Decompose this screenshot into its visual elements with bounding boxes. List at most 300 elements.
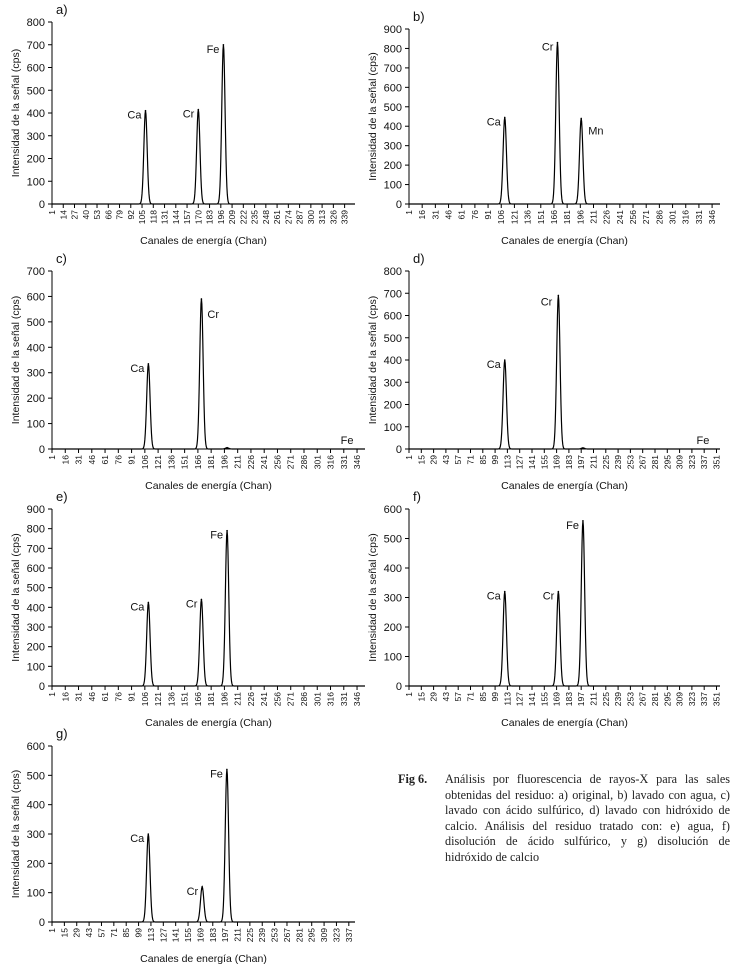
x-tick-label: 151 (179, 455, 190, 470)
peak-label-fe: Fe (696, 435, 710, 447)
panel-label-a: a) (56, 2, 68, 17)
y-tick-label: 800 (383, 43, 402, 56)
x-tick-label: 155 (539, 692, 550, 707)
peak-point-fe (226, 769, 228, 771)
chart-panel-e (10, 489, 365, 729)
x-tick-label: 31 (430, 210, 441, 220)
x-tick-label: 169 (195, 928, 206, 943)
y-tick-label: 600 (26, 563, 45, 575)
x-tick-label: 46 (86, 692, 97, 702)
x-tick-label: 27 (69, 210, 80, 220)
x-tick-label: 239 (613, 692, 624, 707)
x-tick-label: 14 (58, 210, 69, 220)
x-tick-label: 151 (179, 692, 190, 707)
x-tick-label: 295 (662, 692, 673, 707)
x-tick-label: 71 (465, 692, 476, 702)
x-tick-label: 225 (244, 928, 255, 943)
spectrum-line (409, 43, 720, 204)
y-tick-label: 0 (38, 917, 45, 929)
x-tick-label: 346 (707, 210, 718, 225)
x-tick-label: 166 (192, 692, 203, 707)
peak-label-ca: Ca (486, 359, 501, 371)
x-tick-label: 316 (325, 455, 336, 470)
x-tick-label: 211 (588, 210, 599, 224)
peak-label-ca: Ca (486, 590, 501, 603)
panel-label-c: c) (56, 251, 67, 266)
x-tick-label: 346 (352, 692, 363, 707)
x-tick-label: 211 (232, 455, 243, 469)
x-tick-label: 196 (219, 455, 230, 470)
x-tick-label: 71 (465, 455, 476, 465)
x-tick-label: 331 (693, 210, 704, 225)
x-axis-title: Canales de energía (Chan) (501, 480, 628, 492)
x-tick-label: 225 (600, 455, 611, 470)
y-tick-label: 0 (395, 199, 402, 211)
x-tick-label: 181 (562, 210, 573, 225)
x-tick-label: 239 (613, 455, 624, 470)
chart-panel-d (367, 251, 721, 492)
x-tick-label: 326 (328, 210, 339, 225)
x-tick-label: 209 (227, 210, 238, 225)
x-tick-label: 281 (649, 692, 660, 707)
peak-point-cr (201, 298, 203, 300)
y-tick-label: 200 (26, 858, 45, 871)
peak-point-mn (580, 118, 582, 120)
x-tick-label: 1 (47, 928, 57, 933)
x-tick-label: 241 (259, 692, 270, 707)
y-tick-label: 700 (383, 288, 402, 301)
panel-label-g: g) (56, 726, 68, 741)
x-axis-title: Canales de energía (Chan) (145, 717, 272, 729)
peak-point-cr (558, 295, 560, 297)
x-tick-label: 1 (47, 692, 57, 697)
y-tick-label: 100 (383, 179, 402, 192)
x-tick-label: 29 (71, 928, 82, 938)
x-tick-label: 91 (126, 455, 137, 465)
chart-panel-c (10, 251, 365, 492)
x-tick-label: 239 (257, 928, 268, 943)
y-tick-label: 900 (26, 504, 45, 516)
chart-panel-f (367, 489, 721, 729)
peak-point-cr (557, 42, 559, 44)
peak-point-cr (201, 886, 203, 888)
y-tick-label: 300 (383, 377, 402, 390)
peak-label-cr: Cr (182, 108, 195, 121)
x-tick-label: 271 (285, 455, 296, 470)
peak-label-fe: Fe (340, 435, 354, 447)
x-tick-label: 183 (563, 455, 574, 470)
x-tick-label: 136 (522, 210, 533, 225)
peak-point-cr (201, 599, 203, 601)
x-tick-label: 253 (625, 692, 636, 707)
x-tick-label: 211 (588, 692, 599, 706)
y-tick-label: 300 (383, 140, 402, 153)
x-tick-label: 15 (416, 455, 427, 465)
y-tick-label: 0 (395, 444, 402, 456)
x-tick-label: 155 (183, 928, 194, 943)
x-tick-label: 339 (339, 210, 350, 225)
x-tick-label: 337 (699, 455, 710, 470)
x-tick-label: 183 (204, 210, 215, 225)
spectrum-line (52, 45, 355, 204)
peak-point-ca (504, 117, 506, 119)
x-tick-label: 222 (238, 210, 249, 225)
chart-panel-g (10, 726, 355, 965)
x-tick-label: 181 (206, 455, 217, 470)
x-tick-label: 1 (404, 692, 414, 697)
y-tick-label: 400 (26, 602, 45, 615)
peak-label-fe: Fe (206, 43, 220, 56)
x-tick-label: 226 (245, 692, 256, 707)
x-tick-label: 197 (576, 692, 587, 707)
peak-point-fe (223, 44, 225, 46)
y-tick-label: 700 (26, 266, 45, 278)
peak-label-fe: Fe (566, 519, 579, 532)
x-tick-label: 183 (563, 692, 574, 707)
x-tick-label: 99 (133, 928, 144, 938)
x-tick-label: 15 (59, 928, 70, 938)
x-tick-label: 301 (667, 210, 678, 225)
x-tick-label: 226 (245, 455, 256, 470)
y-tick-label: 600 (26, 741, 45, 753)
peak-point-ca (148, 602, 150, 604)
y-tick-label: 200 (383, 399, 402, 412)
x-tick-label: 61 (456, 210, 467, 220)
y-tick-label: 200 (383, 160, 402, 173)
y-tick-label: 0 (38, 444, 45, 456)
x-tick-label: 121 (509, 210, 520, 225)
x-tick-label: 313 (317, 210, 328, 225)
peak-point-cr (198, 109, 200, 111)
x-tick-label: 85 (121, 928, 132, 938)
y-tick-label: 600 (383, 82, 402, 95)
x-tick-label: 169 (551, 692, 562, 707)
y-tick-label: 100 (26, 176, 45, 189)
x-tick-label: 331 (338, 692, 349, 707)
y-tick-label: 700 (26, 39, 45, 52)
x-tick-label: 106 (139, 692, 150, 707)
peak-point-ca (504, 359, 506, 361)
x-tick-label: 1 (47, 210, 57, 215)
peak-label-ca: Ca (130, 601, 145, 614)
x-tick-label: 211 (232, 692, 243, 706)
x-tick-label: 1 (404, 455, 414, 460)
y-tick-label: 100 (26, 418, 45, 431)
x-tick-label: 71 (108, 928, 119, 938)
y-axis-title: Intensidad de la señal (cps) (10, 295, 22, 425)
x-tick-label: 29 (428, 455, 439, 465)
y-tick-label: 500 (26, 85, 45, 98)
x-tick-label: 85 (477, 455, 488, 465)
y-tick-label: 200 (383, 622, 402, 634)
x-tick-label: 136 (166, 692, 177, 707)
peak-label-ca: Ca (130, 833, 145, 845)
x-tick-label: 99 (490, 692, 501, 702)
x-tick-label: 196 (219, 692, 230, 707)
x-tick-label: 241 (614, 210, 625, 225)
x-tick-label: 286 (654, 210, 665, 225)
peak-label-cr: Cr (207, 308, 220, 321)
x-tick-label: 61 (100, 692, 111, 702)
x-tick-label: 46 (443, 210, 454, 220)
x-tick-label: 113 (502, 692, 513, 706)
x-tick-label: 29 (428, 692, 439, 702)
y-tick-label: 300 (26, 367, 45, 380)
x-tick-label: 323 (686, 692, 697, 707)
x-tick-label: 183 (207, 928, 218, 943)
x-tick-label: 1 (47, 455, 57, 460)
y-tick-label: 500 (383, 533, 402, 546)
x-tick-label: 57 (96, 928, 107, 938)
x-tick-label: 57 (453, 692, 464, 702)
x-tick-label: 127 (514, 455, 525, 470)
x-tick-label: 141 (526, 455, 537, 470)
y-tick-label: 600 (26, 62, 45, 75)
x-tick-label: 16 (417, 210, 428, 220)
x-tick-label: 225 (600, 692, 611, 707)
x-tick-label: 248 (260, 210, 271, 225)
x-tick-label: 155 (539, 455, 550, 470)
x-tick-label: 267 (281, 928, 292, 943)
x-tick-label: 113 (502, 455, 513, 469)
y-axis-title: Intensidad de la señal (cps) (367, 533, 379, 662)
y-axis-title: Intensidad de la señal (cps) (367, 295, 379, 425)
x-axis-title: Canales de energía (Chan) (145, 480, 272, 492)
x-tick-label: 92 (125, 210, 136, 220)
x-tick-label: 274 (283, 210, 294, 225)
peak-point-ca (504, 591, 506, 593)
peak-label-ca: Ca (130, 362, 145, 375)
x-tick-label: 166 (192, 455, 203, 470)
x-tick-label: 79 (114, 210, 125, 220)
x-tick-label: 281 (649, 455, 660, 470)
x-tick-label: 43 (84, 928, 95, 938)
y-tick-label: 900 (383, 24, 402, 36)
x-tick-label: 76 (113, 692, 124, 702)
x-tick-label: 351 (711, 692, 722, 707)
spectrum-line (52, 769, 355, 922)
panel-label-e: e) (56, 489, 68, 504)
y-tick-label: 400 (26, 799, 45, 812)
x-tick-label: 316 (680, 210, 691, 225)
caption-label: Fig 6. (398, 772, 428, 786)
y-tick-label: 0 (38, 199, 45, 211)
y-tick-label: 100 (26, 887, 45, 900)
y-tick-label: 0 (38, 681, 45, 693)
peak-label-ca: Ca (127, 109, 142, 122)
x-tick-label: 31 (73, 455, 84, 465)
x-tick-label: 256 (272, 455, 283, 470)
x-tick-label: 295 (662, 455, 673, 470)
figure-caption (398, 772, 730, 865)
x-tick-label: 351 (711, 455, 722, 470)
y-tick-label: 200 (26, 393, 45, 406)
x-tick-label: 309 (674, 455, 685, 470)
peak-label-cr: Cr (541, 41, 554, 54)
x-tick-label: 105 (137, 210, 148, 225)
x-tick-label: 196 (215, 210, 226, 225)
y-tick-label: 300 (26, 130, 45, 143)
peak-point-fe (582, 520, 584, 522)
x-tick-label: 271 (641, 210, 652, 225)
y-tick-label: 400 (383, 121, 402, 134)
x-tick-label: 169 (551, 455, 562, 470)
x-tick-label: 91 (483, 210, 494, 220)
x-tick-label: 43 (440, 692, 451, 702)
y-tick-label: 500 (26, 582, 45, 595)
y-tick-label: 0 (395, 681, 402, 693)
x-tick-label: 166 (548, 210, 559, 225)
x-tick-label: 196 (575, 210, 586, 225)
x-tick-label: 316 (325, 692, 336, 707)
x-tick-label: 261 (272, 210, 283, 225)
x-tick-label: 226 (601, 210, 612, 225)
y-tick-label: 300 (383, 592, 402, 605)
y-tick-label: 400 (383, 355, 402, 367)
peak-point-fe (582, 447, 584, 449)
y-tick-label: 200 (26, 641, 45, 654)
x-tick-label: 43 (440, 455, 451, 465)
x-tick-label: 256 (272, 692, 283, 707)
x-tick-label: 136 (166, 455, 177, 470)
x-tick-label: 235 (249, 210, 260, 225)
x-tick-label: 141 (170, 928, 181, 943)
x-tick-label: 131 (159, 210, 170, 225)
y-tick-label: 400 (383, 563, 402, 575)
x-tick-label: 76 (469, 210, 480, 220)
y-tick-label: 400 (26, 108, 45, 120)
x-tick-label: 286 (298, 455, 309, 470)
x-tick-label: 53 (92, 210, 103, 220)
x-axis-title: Canales de energía (Chan) (140, 953, 267, 965)
y-tick-label: 300 (26, 829, 45, 841)
x-tick-label: 331 (338, 455, 349, 470)
x-tick-label: 300 (305, 210, 316, 225)
x-tick-label: 40 (80, 210, 91, 220)
y-tick-label: 700 (383, 62, 402, 75)
peak-point-ca (145, 110, 147, 112)
x-axis-title: Canales de energía (Chan) (501, 235, 628, 247)
peak-point-fe (226, 447, 228, 449)
y-tick-label: 800 (383, 266, 402, 278)
y-tick-label: 800 (26, 523, 45, 536)
peak-label-fe: Fe (210, 768, 223, 781)
x-tick-label: 301 (312, 455, 323, 470)
x-tick-label: 121 (153, 692, 164, 707)
x-tick-label: 91 (126, 692, 137, 702)
x-tick-label: 287 (294, 210, 305, 225)
x-tick-label: 170 (193, 210, 204, 225)
y-tick-label: 500 (26, 770, 45, 783)
x-tick-label: 113 (145, 928, 156, 942)
peak-point-ca (147, 833, 149, 835)
x-tick-label: 121 (153, 455, 164, 470)
x-tick-label: 57 (453, 455, 464, 465)
x-tick-label: 295 (306, 928, 317, 943)
x-tick-label: 337 (343, 928, 354, 943)
x-tick-label: 1 (404, 210, 414, 215)
y-axis-title: Intensidad de la señal (cps) (10, 769, 22, 899)
x-tick-label: 85 (477, 692, 488, 702)
x-tick-label: 267 (637, 455, 648, 470)
y-tick-label: 400 (26, 342, 45, 355)
x-tick-label: 197 (576, 455, 587, 470)
peak-label-mn: Mn (588, 125, 604, 138)
peak-label-cr: Cr (185, 598, 198, 611)
y-tick-label: 600 (26, 291, 45, 304)
y-tick-label: 500 (383, 332, 402, 345)
y-tick-label: 600 (383, 504, 402, 516)
chart-panel-b (367, 9, 720, 247)
x-tick-label: 106 (496, 209, 507, 225)
panel-label-d: d) (413, 251, 425, 266)
x-tick-label: 253 (625, 455, 636, 470)
x-tick-label: 211 (588, 455, 599, 469)
y-tick-label: 100 (26, 661, 45, 674)
y-tick-label: 700 (26, 543, 45, 556)
peak-label-cr: Cr (186, 885, 199, 898)
x-tick-label: 253 (269, 928, 280, 943)
x-tick-label: 31 (73, 692, 84, 702)
x-tick-label: 337 (699, 692, 710, 707)
x-tick-label: 286 (298, 692, 309, 707)
x-tick-label: 16 (60, 692, 71, 702)
x-tick-label: 197 (220, 928, 231, 943)
x-tick-label: 181 (206, 692, 217, 707)
panel-label-b: b) (413, 9, 425, 24)
x-tick-label: 301 (312, 692, 323, 707)
x-tick-label: 157 (182, 210, 193, 225)
x-tick-label: 309 (674, 692, 685, 707)
panel-label-f: f) (413, 489, 421, 504)
x-tick-label: 256 (628, 210, 639, 225)
peak-label-fe: Fe (210, 529, 224, 542)
x-tick-label: 281 (294, 928, 305, 943)
x-tick-label: 241 (259, 455, 270, 470)
x-tick-label: 76 (113, 455, 124, 465)
chart-panel-a (10, 2, 355, 247)
x-axis-title: Canales de energía (Chan) (140, 235, 267, 247)
y-tick-label: 100 (383, 651, 402, 664)
x-tick-label: 106 (139, 455, 150, 470)
x-tick-label: 66 (103, 210, 114, 220)
x-tick-label: 267 (637, 692, 648, 707)
spectrum-line (52, 531, 365, 686)
x-tick-label: 323 (331, 928, 342, 943)
caption-text: Análisis por fluorescencia de rayos-X para las sales obtenidas del residuo: a) original, b) lavado con agua, c) lavado con ácido sulfúrico, d) lavado con hidróxido de calcio. Análisis del residuo tratado con: e) agua, f) disolución de ácido sulfúrico, y g) disolución de hidróxido de calcio (445, 772, 730, 864)
x-tick-label: 15 (416, 692, 427, 702)
x-tick-label: 16 (60, 455, 71, 465)
y-tick-label: 600 (383, 310, 402, 323)
x-tick-label: 323 (686, 455, 697, 470)
y-axis-title: Intensidad de la señal (cps) (10, 48, 22, 178)
peak-point-ca (148, 363, 150, 365)
x-tick-label: 127 (514, 692, 525, 707)
x-tick-label: 61 (100, 455, 111, 465)
x-tick-label: 211 (232, 928, 243, 942)
peak-label-cr: Cr (540, 296, 553, 309)
y-tick-label: 500 (383, 101, 402, 114)
x-tick-label: 309 (319, 928, 330, 943)
y-tick-label: 500 (26, 316, 45, 329)
spectrum-line (409, 521, 720, 686)
x-tick-label: 151 (535, 210, 546, 225)
x-tick-label: 144 (170, 210, 181, 225)
peak-point-cr (558, 591, 560, 593)
y-tick-label: 100 (383, 421, 402, 434)
y-tick-label: 800 (26, 17, 45, 29)
y-tick-label: 200 (26, 153, 45, 166)
